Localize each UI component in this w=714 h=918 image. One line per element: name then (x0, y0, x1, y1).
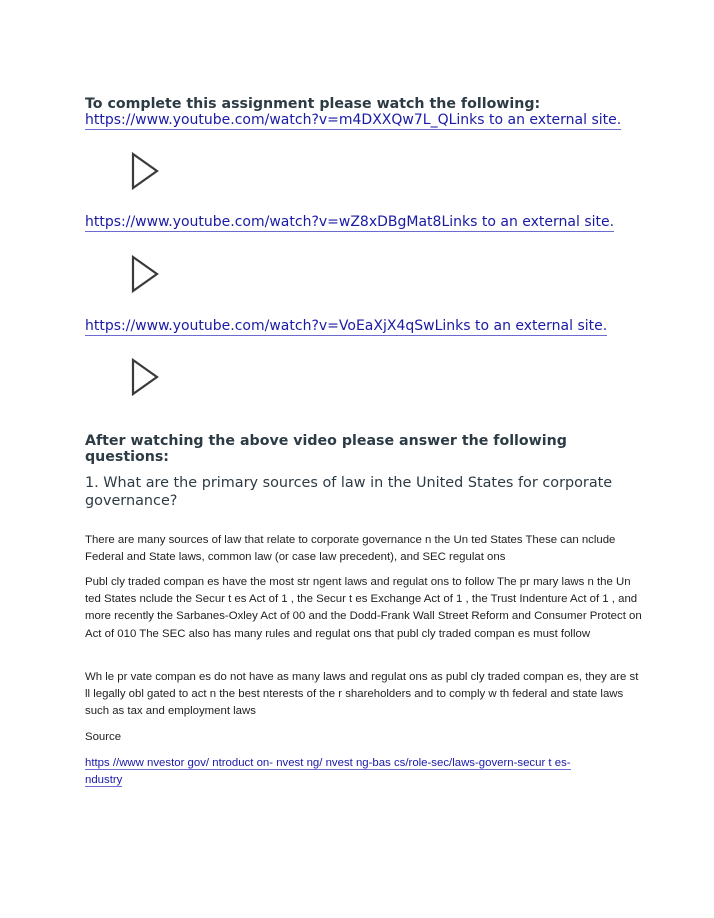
video-link-2-text[interactable]: https://www.youtube.com/watch?v=wZ8xDBgMat8Links to an external site. (85, 214, 615, 230)
video-link-3[interactable] (85, 318, 607, 334)
video-link-3-text[interactable]: https://www.youtube.com/watch?v=VoEaXjX4qSwLinks to an external site. (85, 318, 608, 334)
play-icon[interactable] (130, 358, 160, 396)
video-link-2[interactable] (85, 214, 614, 230)
video-link-1[interactable] (85, 112, 621, 128)
play-icon[interactable] (130, 255, 160, 293)
source-link-line-2[interactable]: ndustry (85, 774, 123, 787)
source-label: Source (85, 731, 122, 743)
answer-paragraph-2: Publ cly traded compan es have the most str ngent laws and regulat ons to follow The pr mary laws n the Un ted States nclude the Secur t es Act of 1 , the Secur t es Exchange Act of 1 , the Trust Indenture Act of 1 , and more recently the Sarbanes-Oxley Act of 00 and the Dodd-Frank Wall Street Reform and Consumer Protect on Act of 010 The SEC also has many rules and regulat ons that publ cly traded compan es must follow (85, 576, 642, 640)
answer-paragraph-3: Wh le pr vate compan es do not have as many laws and regulat ons as publ cly traded compan es, they are st ll legally obl gated to act n the best nterests of the r shareholders and to comply w th federal and state laws such as tax and employment laws (85, 671, 639, 718)
questions-heading: After watching the above video please answer the following questions: (85, 433, 567, 465)
source-link[interactable] (85, 755, 615, 789)
video-link-1-text[interactable]: https://www.youtube.com/watch?v=m4DXXQw7L_QLinks to an external site. (85, 112, 622, 128)
source-link-line-1[interactable]: https //www nvestor gov/ ntroduct on- nvest ng/ nvest ng-bas cs/role-sec/laws-govern-secur t es- (85, 757, 571, 769)
question-1: 1. What are the primary sources of law in the United States for corporate governance? (85, 475, 613, 509)
intro-heading: To complete this assignment please watch the following: (85, 96, 541, 112)
answer-paragraph-1: There are many sources of law that relate to corporate governance n the Un ted States These can nclude Federal and State laws, common law (or case law precedent), and SEC regulat ons (85, 534, 616, 564)
play-icon[interactable] (130, 152, 160, 190)
